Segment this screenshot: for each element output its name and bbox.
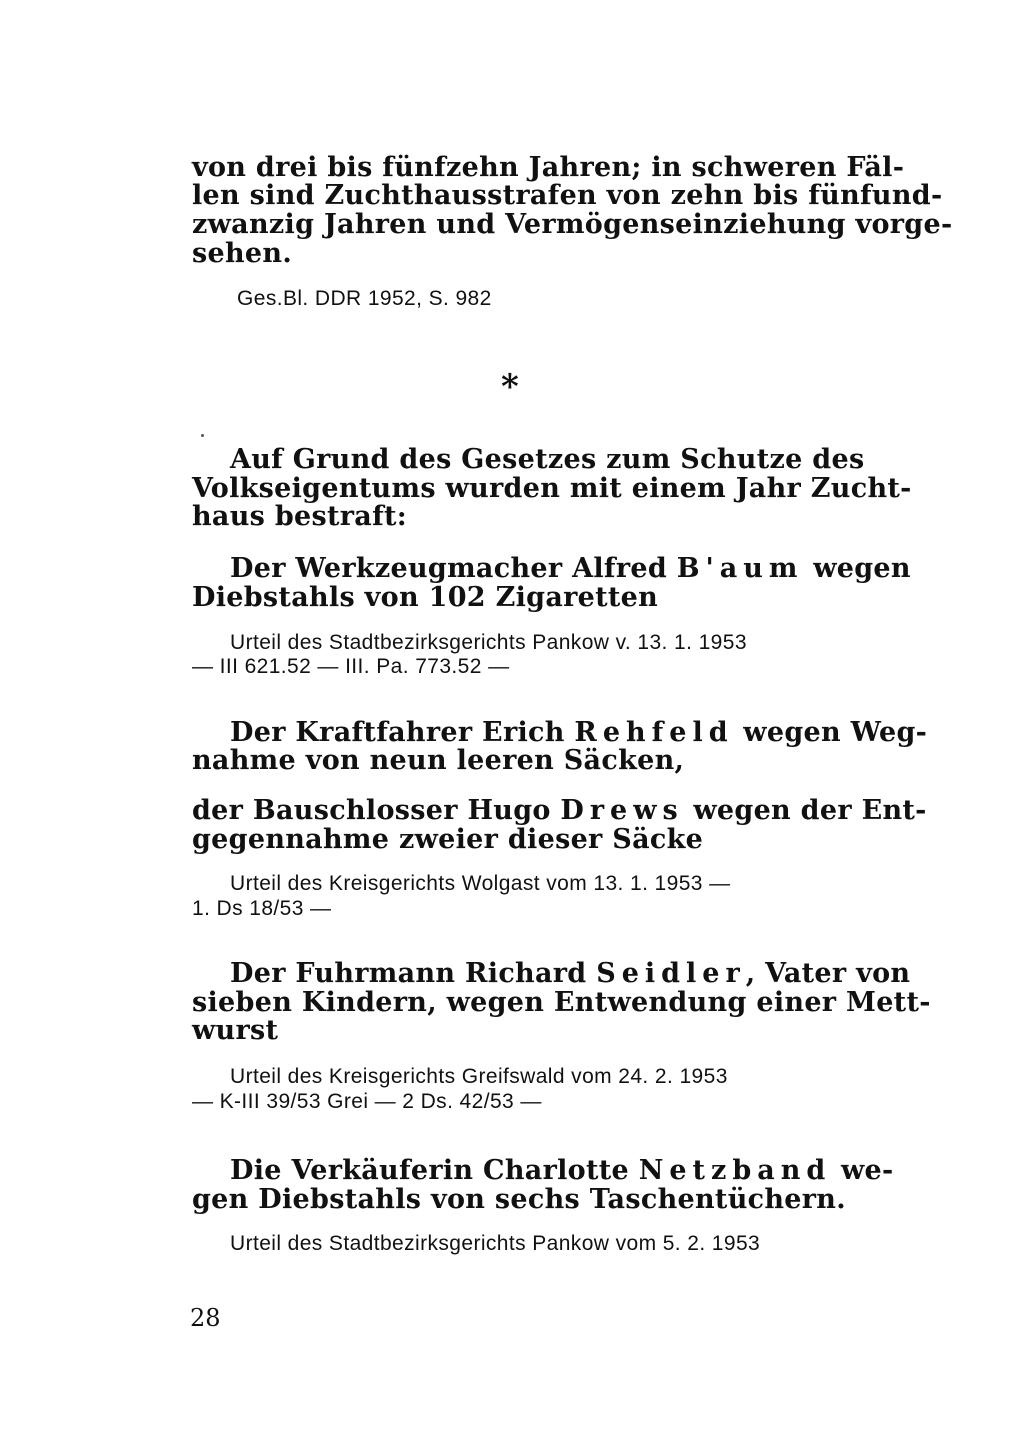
page-number: 28 — [190, 1304, 221, 1332]
case-1-line-1 — [230, 555, 911, 582]
case-1-reference-1: Urteil des Stadtbezirksgerichts Pankow v. 13. 1. 1953 — [230, 631, 747, 654]
text-span: von drei bis fünfzehn Jahren; in schweren Fäl- — [192, 152, 905, 183]
text-span: Der Fuhrmann Richard — [230, 958, 587, 989]
text-span: len sind Zuchthausstrafen von zehn bis fünfund- — [192, 180, 943, 211]
defendant-name: B'aum — [676, 553, 804, 584]
case-4-line-1 — [230, 1157, 893, 1184]
case-2a-line-1 — [230, 719, 927, 746]
section-separator: * — [501, 367, 519, 407]
text-span: gen Diebstahls von sechs Taschentüchern. — [192, 1184, 846, 1215]
paragraph-1-line-1 — [192, 152, 905, 183]
defendant-name: Seidler — [596, 958, 746, 989]
text-span: Diebstahls von 102 Zigaretten — [192, 582, 659, 613]
text-span: Der Werkzeugmacher Alfred — [230, 553, 668, 584]
text-span: sieben Kindern, wegen Entwendung einer Mett- — [192, 987, 931, 1018]
text-span: nahme von neun leeren Säcken, — [192, 745, 685, 776]
case-2-reference-1: Urteil des Kreisgerichts Wolgast vom 13. 1. 1953 — — [230, 872, 731, 895]
case-1-reference-2: — III 621.52 — III. Pa. 773.52 — — [192, 655, 510, 678]
case-3-line-3 — [192, 1017, 278, 1044]
defendant-name: Netzband — [638, 1155, 832, 1186]
text-span: we- — [840, 1155, 894, 1186]
case-2a-line-2 — [192, 747, 684, 774]
case-3-reference-1: Urteil des Kreisgerichts Greifswald vom 24. 2. 1953 — [230, 1065, 728, 1088]
paragraph-1-line-3 — [192, 209, 953, 240]
text-span: Der Kraftfahrer Erich — [230, 717, 565, 748]
text-span: wegen — [813, 553, 911, 584]
paragraph-1-line-4 — [192, 240, 292, 267]
paragraph-2-line-3 — [192, 503, 407, 530]
paragraph-1-line-2 — [192, 180, 943, 211]
source-reference-1: Ges.Bl. DDR 1952, S. 982 — [237, 287, 492, 310]
case-3-reference-2: — K-III 39/53 Grei — 2 Ds. 42/53 — — [192, 1090, 542, 1113]
text-span: Die Verkäuferin Charlotte — [230, 1155, 629, 1186]
case-1-line-2 — [192, 584, 658, 611]
case-3-line-1 — [230, 960, 910, 987]
text-span: wurst — [192, 1015, 279, 1046]
text-span: Volkseigentums wurden mit einem Jahr Zucht- — [192, 473, 912, 504]
case-3-line-2 — [192, 989, 931, 1016]
text-span: gegennahme zweier dieser Säcke — [192, 824, 704, 855]
defendant-name: Drews — [560, 795, 684, 826]
text-span: zwanzig Jahren und Vermögenseinziehung vorge- — [192, 209, 953, 240]
text-span: sehen. — [192, 238, 293, 269]
text-span: Auf Grund des Gesetzes zum Schutze des — [230, 444, 865, 475]
case-4-reference-1: Urteil des Stadtbezirksgerichts Pankow vom 5. 2. 1953 — [230, 1232, 761, 1255]
text-span: der Bauschlosser Hugo — [192, 795, 551, 826]
text-span: wegen der Ent- — [693, 795, 927, 826]
case-2b-line-1 — [192, 797, 927, 824]
case-4-line-2 — [192, 1186, 846, 1213]
text-span: haus bestraft: — [192, 501, 408, 532]
defendant-name: Rehfeld — [574, 717, 734, 748]
print-speck — [201, 434, 204, 437]
case-2-reference-2: 1. Ds 18/53 — — [192, 897, 332, 920]
case-2b-line-2 — [192, 826, 703, 853]
paragraph-2-line-2 — [192, 475, 912, 502]
text-span: , Vater von — [745, 958, 911, 989]
text-span: wegen Weg- — [743, 717, 928, 748]
paragraph-2-line-1 — [230, 446, 864, 473]
